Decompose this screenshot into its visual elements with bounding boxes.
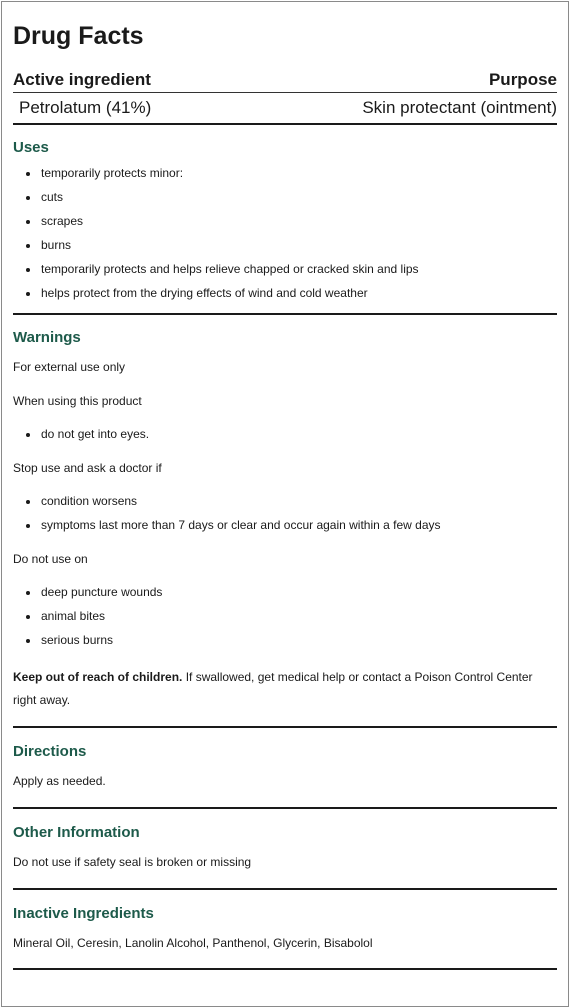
uses-list [13, 165, 557, 301]
bullet-icon [26, 615, 30, 619]
list-item: condition worsens [13, 493, 557, 509]
directions-section [13, 728, 557, 789]
active-ingredient-header [13, 69, 557, 93]
list-item: helps protect from the drying effects of wind and cold weather [13, 285, 557, 301]
directions-heading: Directions [13, 743, 87, 760]
list-item: animal bites [13, 608, 557, 624]
bullet-icon [26, 433, 30, 437]
stop-use-list [13, 493, 557, 533]
list-item: do not get into eyes. [13, 426, 557, 442]
other-information-text: Do not use if safety seal is broken or missing [13, 855, 252, 869]
uses-section [13, 125, 557, 301]
bullet-icon [26, 591, 30, 595]
inactive-ingredients-section [13, 890, 557, 951]
list-item: cuts [13, 189, 557, 205]
keep-out-bold: Keep out of reach of children. [13, 670, 183, 684]
page-title: Drug Facts [13, 22, 144, 50]
bullet-icon [26, 196, 30, 200]
bullet-icon [26, 292, 30, 296]
active-ingredient-name: Petrolatum (41%) [19, 98, 152, 117]
directions-text: Apply as needed. [13, 774, 106, 788]
drug-facts-panel [1, 1, 569, 1007]
list-item: scrapes [13, 213, 557, 229]
bullet-icon [26, 639, 30, 643]
when-using-intro: When using this product [13, 394, 142, 408]
list-item: deep puncture wounds [13, 584, 557, 600]
uses-heading: Uses [13, 139, 49, 156]
list-item: serious burns [13, 632, 557, 648]
active-ingredient-row [13, 93, 557, 119]
section-divider [13, 968, 557, 970]
bullet-icon [26, 220, 30, 224]
bullet-icon [26, 268, 30, 272]
other-information-heading: Other Information [13, 824, 140, 841]
keep-out-detail: If swallowed, get medical help or contact a Poison Control Center right away. [13, 670, 533, 707]
external-use-text: For external use only [13, 360, 126, 374]
other-information-section [13, 809, 557, 870]
when-using-list [13, 426, 557, 442]
stop-use-intro: Stop use and ask a doctor if [13, 461, 162, 475]
do-not-use-intro: Do not use on [13, 552, 88, 566]
active-ingredient-purpose: Skin protectant (ointment) [362, 98, 557, 117]
list-item: temporarily protects minor: [13, 165, 557, 181]
active-ingredient-label: Active ingredient [13, 70, 151, 89]
keep-out-text [13, 666, 557, 712]
list-item: symptoms last more than 7 days or clear and occur again within a few days [13, 517, 557, 533]
purpose-label: Purpose [488, 70, 557, 89]
inactive-ingredients-heading: Inactive Ingredients [13, 905, 154, 922]
do-not-use-list [13, 584, 557, 648]
list-item: burns [13, 237, 557, 253]
bullet-icon [26, 172, 30, 176]
list-item: temporarily protects and helps relieve chapped or cracked skin and lips [13, 261, 557, 277]
bullet-icon [26, 524, 30, 528]
warnings-section [13, 315, 557, 712]
bullet-icon [26, 244, 30, 248]
warnings-heading: Warnings [13, 329, 81, 346]
bullet-icon [26, 500, 30, 504]
inactive-ingredients-text: Mineral Oil, Ceresin, Lanolin Alcohol, Panthenol, Glycerin, Bisabolol [13, 936, 373, 950]
